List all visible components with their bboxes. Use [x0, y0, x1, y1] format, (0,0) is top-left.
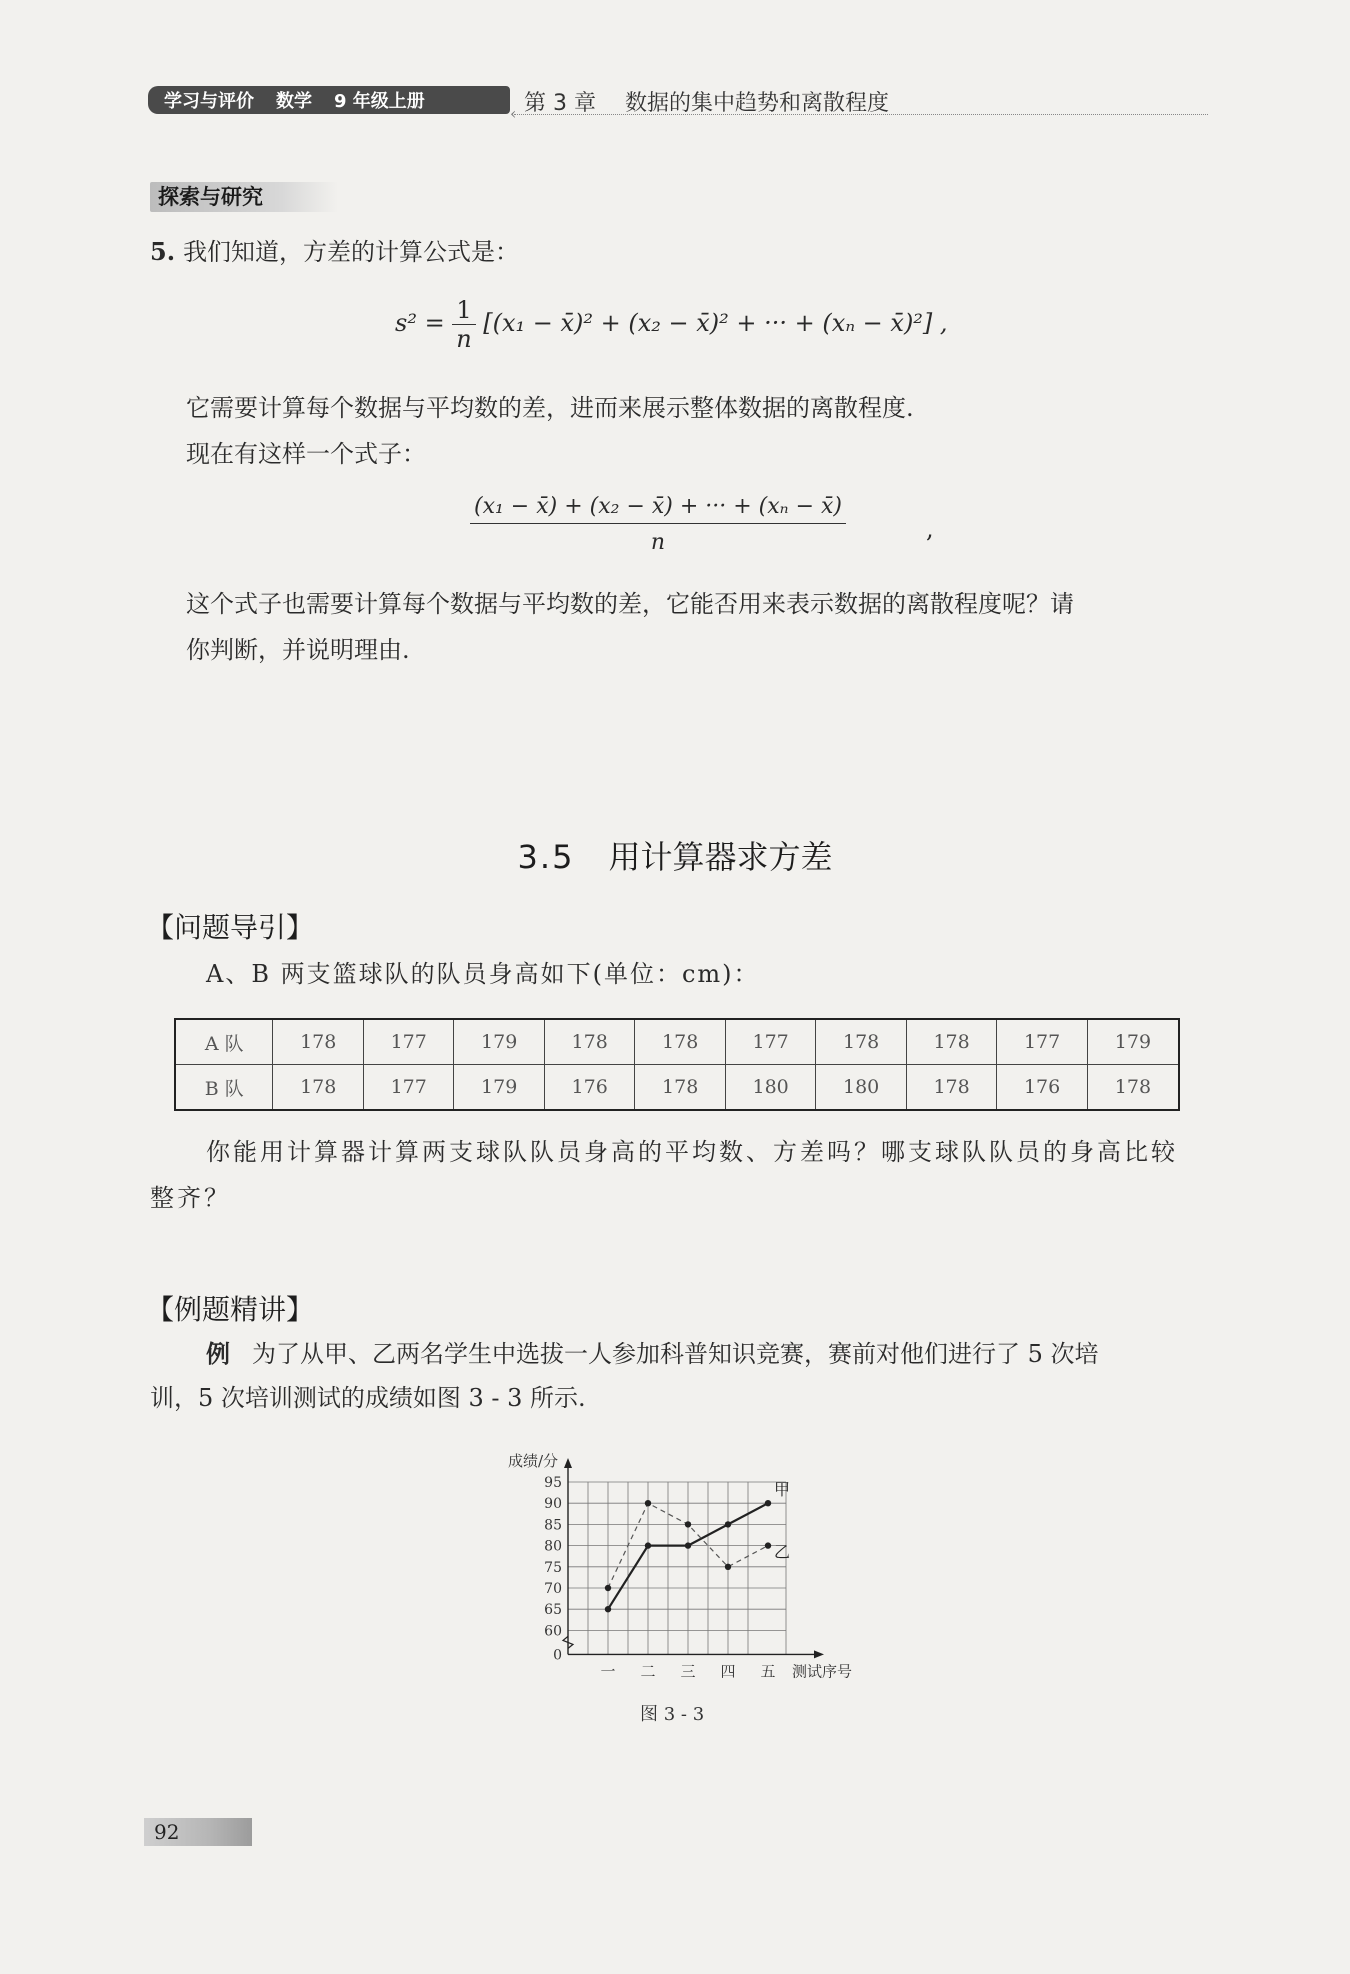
table-cell: 179	[454, 1019, 544, 1065]
header-divider	[514, 114, 1208, 115]
formula2-comma: ,	[926, 515, 934, 543]
explore-tag: 探索与研究	[150, 182, 338, 212]
explain-line-1: 它需要计算每个数据与平均数的差，进而来展示整体数据的离散程度.	[186, 394, 914, 422]
y-tick-label: 60	[544, 1623, 562, 1640]
data-point	[765, 1500, 771, 1506]
series-label: 甲	[774, 1480, 791, 1500]
data-point	[605, 1585, 611, 1591]
data-point	[685, 1521, 691, 1527]
fraction-numerator: 1	[452, 296, 475, 325]
fraction-denominator: n	[456, 325, 472, 353]
formula2-numerator: (x₁ − x̄) + (x₂ − x̄) + ··· + (xₙ − x̄)	[470, 494, 846, 524]
row-label: B 队	[175, 1065, 273, 1111]
book-badge	[148, 86, 510, 114]
table-cell: 177	[725, 1019, 815, 1065]
book-series: 学习与评价	[164, 91, 254, 112]
table-cell: 178	[1087, 1065, 1179, 1111]
x-tick-label: 三	[680, 1662, 696, 1681]
variance-formula	[395, 296, 948, 353]
table-cell: 177	[363, 1019, 453, 1065]
table-row	[175, 1065, 1179, 1111]
y-tick-label: 0	[553, 1647, 562, 1664]
series-label: 乙	[774, 1542, 791, 1562]
guide-intro: A、B 两支篮球队的队员身高如下(单位：cm)：	[206, 960, 760, 988]
guide-heading: 【问题导引】	[146, 911, 315, 944]
table-cell: 179	[454, 1065, 544, 1111]
guide-question-2: 整齐？	[150, 1184, 231, 1212]
explain-line-2: 现在有这样一个式子：	[186, 440, 426, 468]
x-tick-label: 五	[760, 1662, 776, 1681]
table-cell: 176	[997, 1065, 1087, 1111]
x-axis-arrow-icon	[814, 1650, 824, 1658]
mean-deviation-formula	[470, 494, 846, 555]
formula-fraction	[452, 296, 475, 353]
y-axis-arrow-icon	[564, 1458, 572, 1468]
table-cell: 178	[635, 1019, 725, 1065]
table-cell: 177	[997, 1019, 1087, 1065]
table-cell: 178	[273, 1065, 363, 1111]
data-point	[765, 1542, 771, 1548]
formula2-denominator: n	[650, 530, 666, 555]
table-row	[175, 1019, 1179, 1065]
y-tick-label: 65	[544, 1602, 562, 1619]
y-tick-label: 70	[544, 1581, 562, 1597]
section-title	[0, 832, 1350, 878]
y-axis-label: 成绩/分	[507, 1452, 558, 1470]
x-axis-label: 测试序号	[792, 1662, 853, 1681]
book-subject: 数学	[276, 91, 312, 112]
table-cell: 176	[544, 1065, 634, 1111]
data-point	[685, 1542, 691, 1548]
table-cell: 178	[816, 1019, 906, 1065]
data-point	[605, 1606, 611, 1612]
y-tick-label: 95	[544, 1475, 562, 1491]
header-arrow-icon: ‹	[510, 104, 517, 123]
formula-lhs: s² =	[395, 309, 445, 337]
row-label: A 队	[175, 1019, 273, 1065]
example-line-2: 训，5 次培训测试的成绩如图 3 - 3 所示.	[150, 1384, 586, 1412]
section-number: 3.5	[517, 838, 575, 876]
table-cell: 177	[363, 1065, 453, 1111]
data-point	[725, 1521, 731, 1527]
table-cell: 180	[725, 1065, 815, 1111]
table-cell: 178	[906, 1065, 996, 1111]
example-line-1	[206, 1338, 1099, 1370]
explain-line-4: 你判断，并说明理由.	[186, 636, 410, 664]
y-tick-label: 75	[544, 1559, 562, 1576]
table-cell: 178	[544, 1019, 634, 1065]
page-number: 92	[144, 1818, 252, 1846]
example-heading: 【例题精讲】	[146, 1293, 315, 1326]
data-point	[645, 1500, 651, 1506]
question-number: 5.	[150, 237, 176, 266]
table-cell: 180	[816, 1065, 906, 1111]
data-point	[725, 1564, 731, 1570]
score-line-chart	[470, 1440, 890, 1690]
chapter-header	[524, 86, 911, 117]
x-tick-label: 二	[640, 1662, 656, 1681]
guide-question-1: 你能用计算器计算两支球队队员身高的平均数、方差吗？哪支球队队员的身高比较	[206, 1138, 1178, 1166]
example-label: 例	[206, 1339, 230, 1368]
table-cell: 178	[635, 1065, 725, 1111]
data-point	[645, 1542, 651, 1548]
chapter-title: 数据的集中趋势和离散程度	[624, 91, 889, 116]
question-text: 我们知道，方差的计算公式是：	[183, 238, 520, 266]
book-grade: 9 年级上册	[334, 91, 425, 112]
table-cell: 178	[906, 1019, 996, 1065]
heights-table	[174, 1018, 1180, 1111]
x-tick-label: 一	[600, 1662, 616, 1681]
example-text-1: 为了从甲、乙两名学生中选拔一人参加科普知识竞赛，赛前对他们进行了 5 次培	[252, 1340, 1099, 1368]
table-cell: 178	[273, 1019, 363, 1065]
figure-caption: 图 3 - 3	[640, 1704, 705, 1725]
question-5-intro	[150, 236, 519, 268]
table-cell: 179	[1087, 1019, 1179, 1065]
section-name: 用计算器求方差	[608, 838, 833, 876]
y-tick-label: 80	[544, 1538, 562, 1555]
formula-rhs: [(x₁ − x̄)² + (x₂ − x̄)² + ··· + (xₙ − x̄)²] ,	[483, 309, 948, 337]
y-tick-label: 90	[544, 1496, 562, 1513]
chapter-number: 第 3 章	[524, 91, 596, 116]
explain-line-3: 这个式子也需要计算每个数据与平均数的差，它能否用来表示数据的离散程度呢？请	[186, 590, 1074, 618]
y-tick-label: 85	[544, 1517, 562, 1534]
x-tick-label: 四	[720, 1662, 736, 1681]
